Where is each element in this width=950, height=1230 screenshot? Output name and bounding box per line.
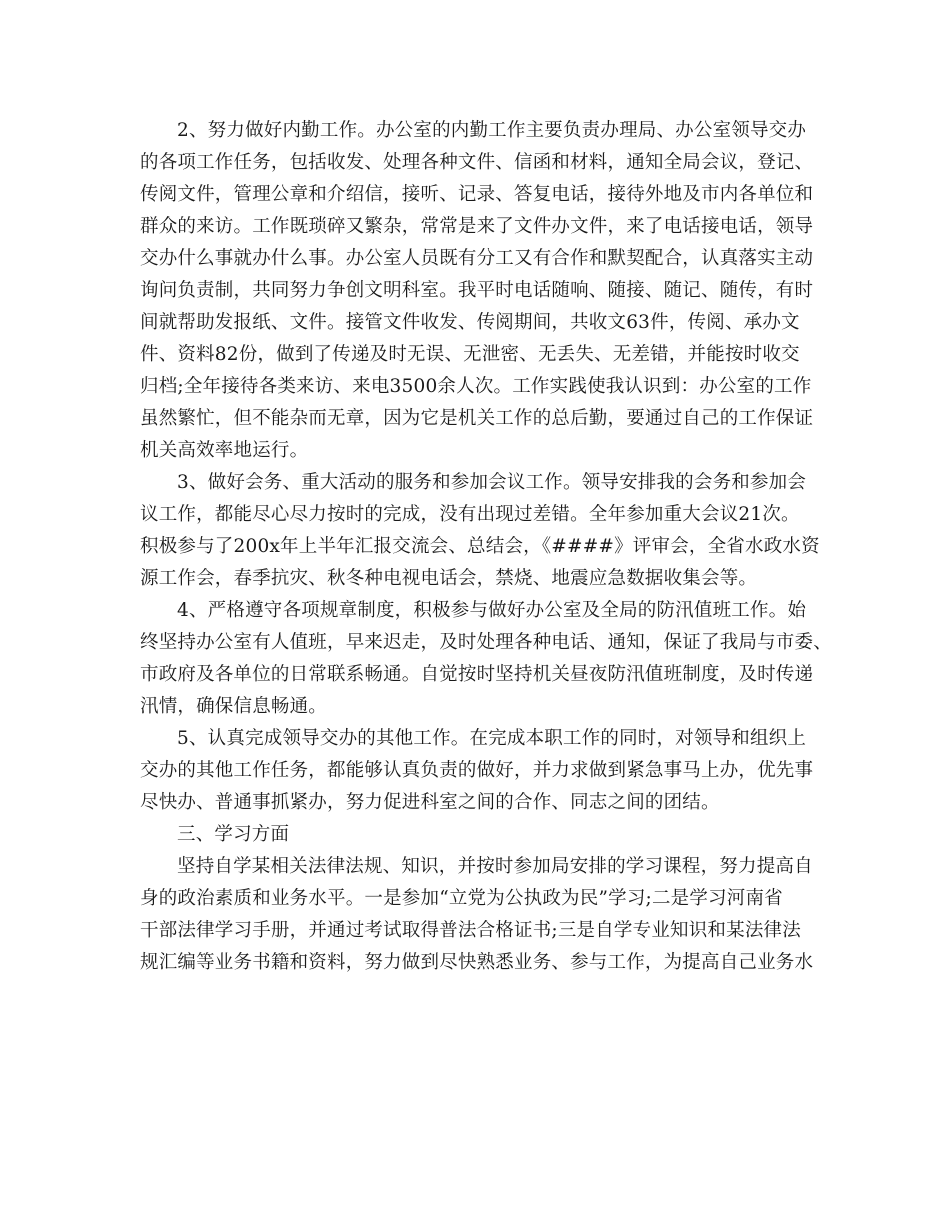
paragraph-other-tasks (140, 723, 820, 819)
document-page (140, 115, 832, 979)
text-line: 机关高效率地运行。 (140, 440, 309, 461)
text-line: 终坚持办公室有人值班，早来迟走，及时处理各种电话、通知，保证了我局与市委、 (140, 632, 832, 653)
text-line: 5、认真完成领导交办的其他工作。在完成本职工作的同时，对领导和组织上 (177, 728, 807, 749)
text-line: 议工作，都能尽心尽力按时的完成，没有出现过差错。全年参加重大会议21次。 (140, 504, 800, 525)
text-line: 虽然繁忙，但不能杂而无章，因为它是机关工作的总后勤，要通过自己的工作保证 (140, 408, 814, 429)
text-line: 4、严格遵守各项规章制度，积极参与做好办公室及全局的防汛值班工作。始 (177, 600, 807, 621)
paragraph-internal-affairs (140, 115, 820, 467)
section-heading-study (140, 819, 820, 851)
text-line: 群众的来访。工作既琐碎又繁杂，常常是来了文件办文件，来了电话接电话，领导 (140, 216, 814, 237)
paragraph-study (140, 851, 820, 979)
text-line: 间就帮助发报纸、文件。接管文件收发、传阅期间，共收文63件，传阅、承办文 (140, 312, 800, 333)
text-line: 市政府及各单位的日常联系畅通。自觉按时坚持机关昼夜防汛值班制度，及时传递 (140, 664, 814, 685)
paragraph-meetings (140, 467, 820, 595)
text-line: 积极参与了200x年上半年汇报交流会、总结会，《####》评审会，全省水政水资 (140, 536, 820, 557)
text-line: 交办的其他工作任务，都能够认真负责的做好，并力求做到紧急事马上办，优先事 (140, 760, 814, 781)
text-line: 源工作会，春季抗灾、秋冬种电视电话会，禁烧、地震应急数据收集会等。 (140, 568, 758, 589)
text-line: 身的政治素质和业务水平。一是参加“立党为公执政为民”学习;二是学习河南省 (140, 888, 783, 909)
text-line: 传阅文件，管理公章和介绍信，接听、记录、答复电话，接待外地及市内各单位和 (140, 184, 814, 205)
text-line: 件、资料82份，做到了传递及时无误、无泄密、无丢失、无差错，并能按时收交 (140, 344, 800, 365)
text-line: 交办什么事就办什么事。办公室人员既有分工又有合作和默契配合，认真落实主动 (140, 248, 814, 269)
text-line: 2、努力做好内勤工作。办公室的内勤工作主要负责办理局、办公室领导交办 (177, 120, 807, 141)
section-heading: 三、学习方面 (177, 824, 290, 845)
text-line: 干部法律学习手册，并通过考试取得普法合格证书;三是自学专业知识和某法律法 (140, 920, 801, 941)
text-line: 询问负责制，共同努力争创文明科室。我平时电话随响、随接、随记、随传，有时 (140, 280, 814, 301)
text-line: 归档;全年接待各类来访、来电3500余人次。工作实践使我认识到：办公室的工作 (140, 376, 812, 397)
text-line: 坚持自学某相关法律法规、知识，并按时参加局安排的学习课程，努力提高自 (177, 856, 813, 877)
text-line: 3、做好会务、重大活动的服务和参加会议工作。领导安排我的会务和参加会 (177, 472, 807, 493)
paragraph-flood-duty (140, 595, 832, 723)
text-line: 的各项工作任务，包括收发、处理各种文件、信函和材料，通知全局会议，登记、 (140, 152, 814, 173)
text-line: 规汇编等业务书籍和资料，努力做到尽快熟悉业务、参与工作，为提高自己业务水 (140, 952, 814, 973)
text-line: 尽快办、普通事抓紧办，努力促进科室之间的合作、同志之间的团结。 (140, 792, 720, 813)
text-line: 汛情，确保信息畅通。 (140, 696, 328, 717)
